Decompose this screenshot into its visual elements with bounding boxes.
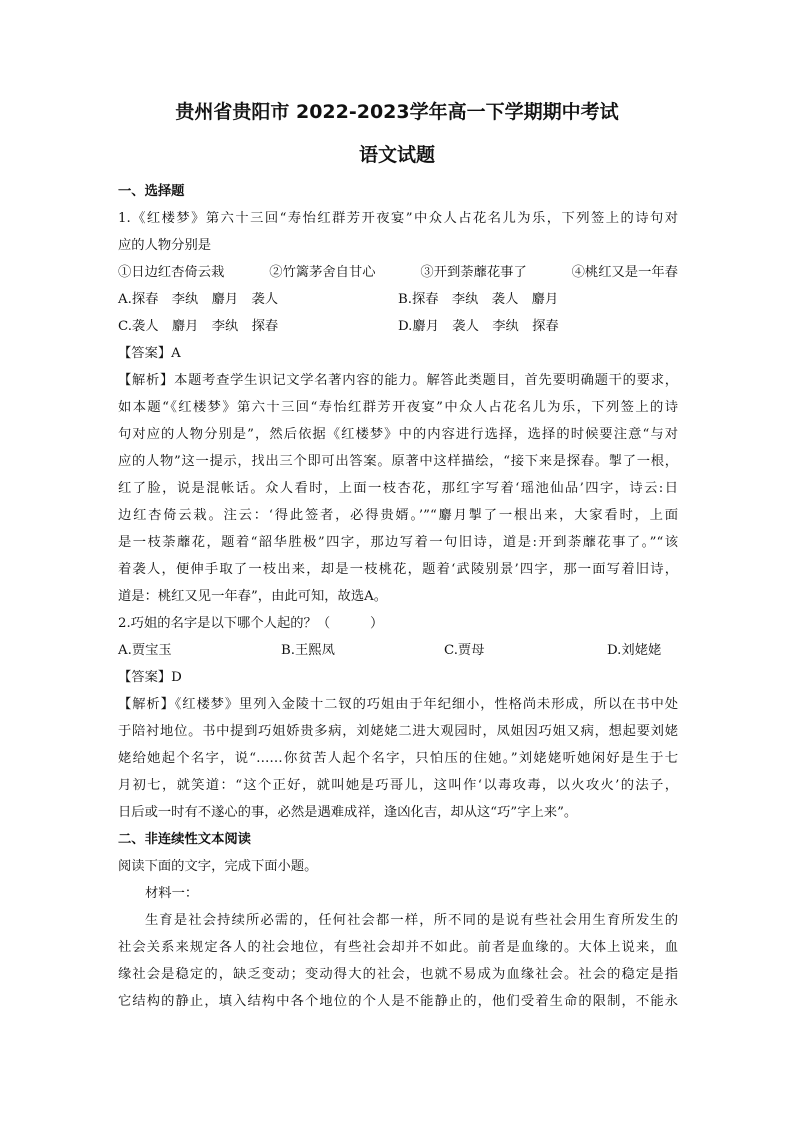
material-label: 材料一：	[145, 886, 199, 901]
q2-options-row	[118, 637, 678, 664]
q1-option-d: D.麝月 袭人 李纨 探春	[398, 319, 559, 334]
analysis-label: 【解析】	[118, 697, 175, 712]
document-body	[118, 178, 678, 1015]
q1-item: ②竹篱茅舍自甘心	[269, 265, 376, 280]
q2-stem: 2.巧姐的名字是以下哪个人起的？（ ）	[118, 616, 384, 631]
section-heading-choice: 一、选择题	[118, 184, 185, 199]
q1-poem-items	[118, 259, 678, 286]
q2-analysis-line: 日后或一时有不遂心的事，必然是遇难成祥，逢凶化吉，却从这“巧”字上来”。	[118, 805, 578, 820]
q2-option-a: A.贾宝玉	[118, 643, 172, 658]
q2-option-c: C.贾母	[444, 643, 485, 658]
material-line: 它结构的静止，填入结构中各个地位的个人是不能静止的，他们受着生命的限制，不能永	[118, 994, 678, 1009]
section-heading-reading: 二、非连续性文本阅读	[118, 832, 251, 847]
q2-answer: 【答案】D	[118, 670, 182, 685]
q1-analysis-line: 着袭人，便伸手取了一枝出来，却是一枝桃花，题着‘武陵别景’四字，那一面写着旧诗，	[118, 562, 678, 577]
q1-stem-line: 应的人物分别是	[118, 238, 212, 253]
q1-analysis-line: 句对应的人物分别是”，然后依据《红楼梦》中的内容进行选择，选择的时候要注意“与对	[118, 427, 678, 442]
q1-analysis-line: 是一枝荼蘼花，题着“韶华胜极”四字，那边写着一句旧诗，道是:开到荼蘼花事了。”“该	[118, 535, 678, 550]
q1-analysis-line: 应的人物”这一提示，找出三个即可出答案。原著中这样描绘，“接下来是探春。掣了一根，	[118, 454, 678, 469]
exam-title: 贵州省贵阳市 2022-2023学年高一下学期期中考试	[175, 101, 619, 123]
q1-analysis-line: 如本题“《红楼梦》第六十三回“寿怡红群芳开夜宴”中众人占花名儿为乐，下列签上的诗	[118, 400, 678, 415]
q1-analysis-line: 边红杏倚云栽。注云：‘得此签者，必得贵婿。’”“麝月掣了一根出来，大家看时，上面	[118, 508, 678, 523]
q2-option-b: B.王熙凤	[281, 643, 335, 658]
q1-item: ①日边红杏倚云栽	[118, 265, 225, 280]
q1-option-c: C.袭人 麝月 李纨 探春	[118, 319, 279, 334]
reading-instruction: 阅读下面的文字，完成下面小题。	[118, 859, 318, 874]
q1-item: ④桃红又是一年春	[571, 265, 678, 280]
q1-options-row	[118, 286, 678, 313]
q1-option-a: A.探春 李纨 麝月 袭人	[118, 292, 279, 307]
q1-option-b: B.探春 李纨 袭人 麝月	[398, 292, 559, 307]
exam-subtitle: 语文试题	[358, 144, 435, 166]
material-line: 社会关系来规定各人的社会地位，有些社会却并不如此。前者是血缘的。大体上说来，血	[118, 940, 678, 955]
q2-analysis-line: 于陪衬地位。书中提到巧姐娇贵多病，刘姥姥二进大观园时，凤姐因巧姐又病，想起要刘姥	[118, 724, 678, 739]
material-line: 缘社会是稳定的，缺乏变动；变动得大的社会，也就不易成为血缘社会。社会的稳定是指	[118, 967, 678, 982]
q2-analysis-line: 月初七，就笑道：“这个正好，就叫她是巧哥儿，这叫作‘以毒攻毒，以火攻火’的法子，	[118, 778, 678, 793]
q2-analysis-line: 姥给她起个名字，说“……你贫苦人起个名字，只怕压的住她。”刘姥姥听她闲好是生于七	[118, 751, 678, 766]
material-line: 生育是社会持续所必需的，任何社会都一样，所不同的是说有些社会用生育所发生的	[145, 913, 678, 928]
q2-analysis-line: 【解析】《红楼梦》里列入金陵十二钗的巧姐由于年纪细小，性格尚未形成，所以在书中处	[118, 697, 679, 712]
analysis-label: 【解析】	[118, 373, 175, 388]
q1-stem-line: 1.《红楼梦》第六十三回“寿怡红群芳开夜宴”中众人占花名儿为乐，下列签上的诗句对	[118, 211, 678, 226]
q1-answer: 【答案】A	[118, 346, 181, 361]
q1-analysis-line: 道是：桃红又见一年春”，由此可知，故选A。	[118, 589, 388, 604]
q1-analysis-line: 【解析】本题考查学生识记文学名著内容的能力。解答此类题目，首先要明确题干的要求，	[118, 373, 679, 388]
q2-option-d: D.刘姥姥	[607, 643, 662, 658]
q1-options-row	[118, 313, 678, 340]
q1-analysis-line: 红了脸，说是混帐话。众人看时，上面一枝杏花，那红字写着‘瑶池仙品’四字，诗云:日	[118, 481, 678, 496]
q1-item: ③开到荼蘼花事了	[420, 265, 527, 280]
